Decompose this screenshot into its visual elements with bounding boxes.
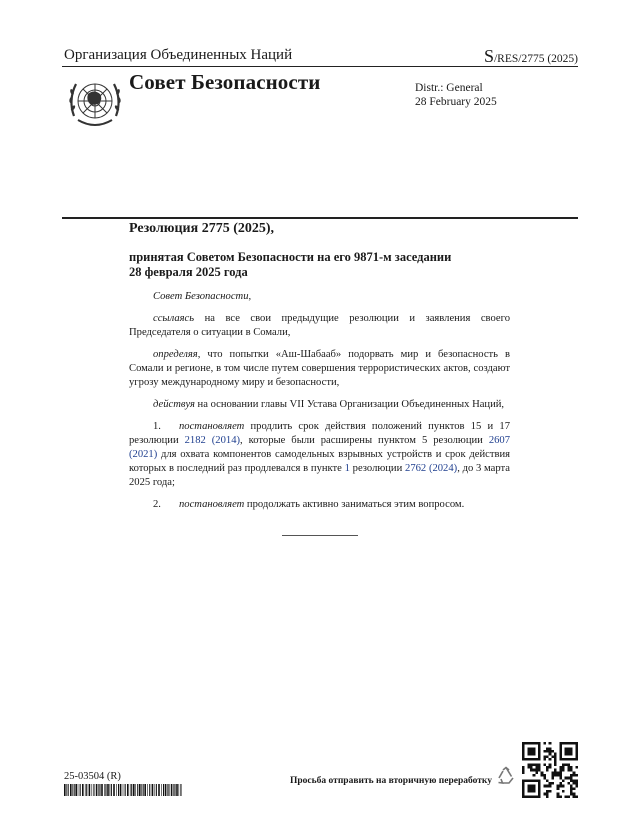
paragraph-number: 1. — [153, 421, 161, 432]
un-emblem-icon — [64, 72, 126, 134]
barcode-icon — [64, 784, 182, 796]
preamble-verb: определяя — [153, 349, 198, 360]
job-number: 25-03504 (R) — [64, 771, 121, 782]
symbol-number: /RES/2775 (2025) — [493, 53, 578, 65]
opening-phrase: Совет Безопасности, — [153, 291, 252, 302]
adoption-line-1: принятая Советом Безопасности на его 9871-м заседании — [129, 250, 452, 264]
resolution-link-2182[interactable]: 2182 (2014) — [184, 435, 241, 446]
operative-paragraph-2 — [129, 498, 510, 512]
title-rule — [62, 217, 578, 219]
document-date: 28 February 2025 — [415, 96, 497, 108]
operative-text: , которые были расширены пунктом 5 резолюции — [240, 435, 489, 446]
distribution-block — [415, 81, 497, 109]
operative-text: для охвата компонентов самодельных взрывных устройств и срок действия которых в последний раз продлевался в пункте — [129, 449, 510, 474]
resolution-body — [129, 290, 510, 520]
distribution-label: Distr.: General — [415, 82, 483, 94]
adoption-statement — [129, 250, 451, 280]
organization-name: Организация Объединенных Наций — [64, 47, 293, 63]
operative-verb: постановляет — [179, 499, 245, 510]
operative-text: резолюции — [349, 463, 406, 474]
header-rule — [62, 66, 578, 67]
preamble-verb: ссылаясь — [153, 313, 195, 324]
operative-verb: постановляет — [179, 421, 245, 432]
preamble-paragraph-1 — [129, 312, 510, 340]
operative-text: , до 3 марта 2025 года; — [129, 463, 510, 488]
council-title: Совет Безопасности — [129, 70, 321, 94]
operative-paragraph-1 — [129, 420, 510, 490]
adoption-line-2: 28 февраля 2025 года — [129, 265, 248, 279]
preamble-paragraph-2 — [129, 348, 510, 390]
preamble-text: , что попытки «Аш-Шабааб» подорвать мир и безопасность в Сомали и регионе, в том числе путем совершения террористических актов, создают угрозу международному миру и безопасности, — [129, 349, 510, 388]
document-symbol — [484, 46, 578, 67]
operative-text: продолжать активно заниматься этим вопросом. — [244, 499, 465, 510]
qr-code-icon — [522, 742, 578, 798]
preamble-paragraph-3 — [129, 398, 510, 412]
recycle-notice: Просьба отправить на вторичную переработку — [290, 776, 492, 786]
symbol-letter: S — [483, 46, 494, 66]
resolution-link-2607[interactable]: 2607 (2021) — [129, 435, 511, 460]
paragraph-number: 2. — [153, 499, 161, 510]
end-of-document-rule — [282, 535, 358, 536]
paragraph-link-1[interactable]: 1 — [344, 463, 350, 474]
resolution-title: Резолюция 2775 (2025), — [129, 221, 275, 236]
preamble-text: на основании главы VII Устава Организации Объединенных Наций, — [194, 399, 505, 410]
operative-text: продлить срок действия положений пунктов 15 и 17 резолюции — [129, 421, 510, 446]
resolution-link-2762[interactable]: 2762 (2024) — [405, 463, 458, 474]
recycle-icon — [496, 766, 516, 786]
preamble-verb: действуя — [153, 399, 195, 410]
preamble-text: на все свои предыдущие резолюции и заявления своего Председателя о ситуации в Сомали, — [129, 313, 510, 338]
